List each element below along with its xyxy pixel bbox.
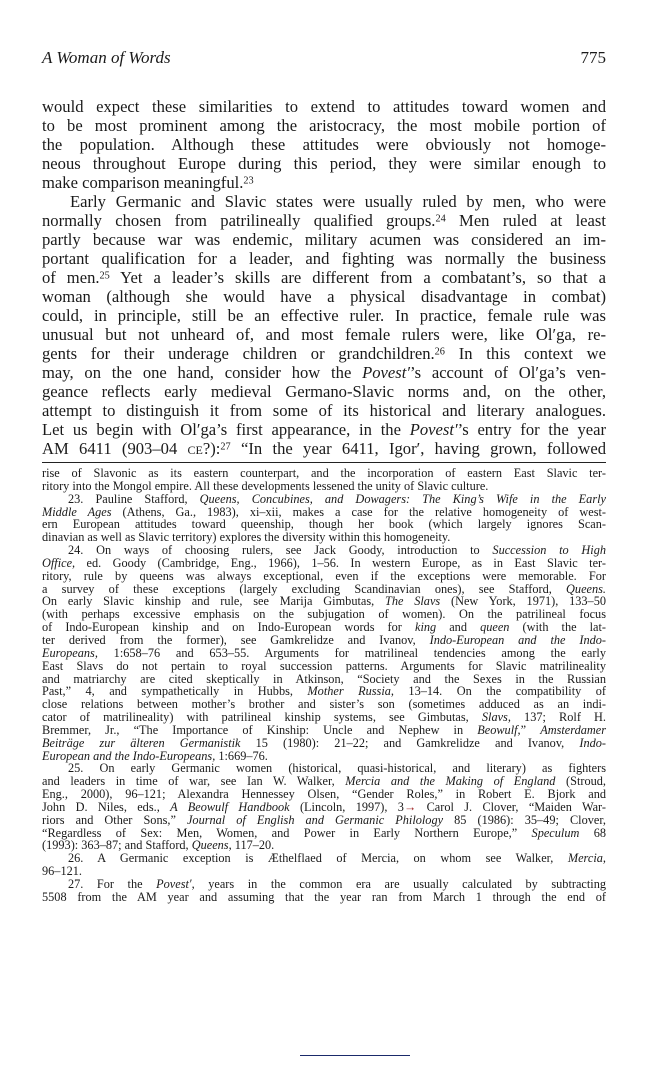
text-run: Eng., 2000), 96–121; Alexandra Hennessey Olsen, “Gender Roles,” in Robert E. Bjork and [42,787,606,802]
text-run: and [436,620,481,635]
text-run: In this context we [444,344,606,363]
text-run: unusual but not unheard of, and most female rulers were, like Ol′ga, re- [42,325,606,344]
text-run: Past,” 4, and sympathetically in Hubbs, [42,684,308,699]
text-run: (1993): 363–87; and Stafford, [42,838,192,853]
footnote-reference: 25 [99,270,110,282]
text-run: years in the common era are usually calculated by subtracting [194,877,607,891]
italic-text: Povest′ [409,420,458,439]
text-run: (New York, 1971), 133–50 [440,594,606,609]
italic-text: Queens, Concubines, and Dowagers: The King’s Wife in the Early [199,491,606,506]
text-run: to be most prominent among the aristocracy, the most mobile portion of [42,116,606,135]
running-title: A Woman of Words [42,48,171,67]
italic-text: Journal of English and Germanic Philology [186,812,444,827]
text-run: Let us begin with Ol′ga’s first appearance, in the [42,420,410,439]
text-run: dinavian as well as Slavic territory) explores the diversity within this homogeneity. [42,530,451,545]
text-run: 85 (1986): 35–49; Clover, [443,812,606,827]
small-caps-text: ce? [187,439,211,458]
arrow-icon: → [403,799,417,814]
body-line [42,439,606,458]
text-run: 13–14. On the compatibility of [393,684,606,699]
page-number: 775 [580,48,606,67]
body-line [42,192,606,211]
text-run: ritory into the Mongol empire. All these developments lessened the unity of Slavic culture. [42,478,489,493]
text-run: Bremmer, Jr., “The Importance of Kinship: Uncle and Nephew in [42,722,478,737]
italic-text: Povest′, [156,877,195,891]
footnotes [42,467,606,904]
italic-text: Indo- [579,735,606,750]
footnote-line [42,852,606,865]
text-run: 24. On ways of choosing rulers, see Jack Goody, introduction to [68,543,493,558]
text-run: (Athens, Ga., 1983), xi–xii, makes a case for the relative homogeneity of west- [111,504,606,519]
italic-text: Mother Russia, [307,684,394,699]
text-run: Early Germanic and Slavic states were usually ruled by men, who were [70,192,606,211]
italic-text: Succession to High [492,543,606,558]
text-run: ): [210,439,221,458]
text-run: a survey of these exceptions (largely excluding Scandinavian ones), see Stafford, [42,581,567,596]
body-line [42,268,606,287]
italic-text: Indo-European and the Indo- [429,632,606,647]
text-run: 5508 from the AM year and assuming that the year ran from March 1 through the end of [42,889,606,904]
text-run: 68 [579,825,607,840]
body-line [42,135,606,154]
text-run: ’s account of Ol′ga’s ven- [409,363,606,382]
body-line [42,116,606,135]
italic-text: Mercia and the Making of England [345,774,556,789]
text-run: make comparison meaningful. [42,173,244,192]
italic-text: Speculum [531,825,580,840]
text-run: riors and Other Sons,” [42,812,187,827]
body-line [42,344,606,363]
text-run: (Stroud, [555,774,606,789]
text-run: 15 (1980): 21–22; and Gamkrelidze and Ivanov, [240,735,580,750]
text-run: Carol J. Clover, “Maiden War- [416,799,606,814]
italic-text: Queens, [191,838,232,853]
footnote-reference: 24 [435,213,446,225]
italic-text: queen [480,620,510,635]
text-run: East Slavs do not pertain to royal succession patterns. Arguments for Slavic matrilineality [42,658,606,673]
text-run: rise of Slavonic as its eastern counterpart, and the incorporation of eastern East Slavic ter- [42,466,606,480]
text-run: ’s entry for the year [457,420,607,439]
italic-text: Povest′ [362,363,410,382]
text-run: portant qualification for a leader, and fighting was normally the business [42,249,606,268]
text-run: normally chosen from patrilineally qualified groups. [42,211,436,230]
text-run: woman (although she would have a physical disadvantage in combat) [42,287,606,306]
body-line [42,97,606,116]
italic-text: Queens. [566,581,606,596]
footnote-reference: 26 [434,346,445,358]
body-line [42,363,606,382]
text-run: 137; Rolf H. [510,710,606,725]
body-line [42,154,606,173]
text-run: 1:669–76. [215,748,268,763]
body-line [42,382,606,401]
text-run: would expect these similarities to extend to attitudes toward women and [42,97,606,116]
footnote-divider [42,462,606,463]
text-run: ritory, rule by queens was always exceptional, even if the exceptions were memorable. For [42,568,606,583]
text-run: of men. [42,268,100,287]
text-run: and matriarchy are cited skeptically in Atkinson, “Society and the Sexes in the Russian [42,671,606,686]
text-run: Yet a leader’s skills are different from a combatant’s, so that a [109,268,606,287]
footnote-reference: 23 [243,175,254,187]
italic-text: Amsterdamer [540,722,606,737]
text-run: ter derived from the former), see Gamkrelidze and Ivanov, [42,632,430,647]
footnote-line [42,891,606,904]
body-line [42,287,606,306]
italic-text: Middle Ages [42,504,112,519]
text-run: Men ruled at least [445,211,606,230]
body-line [42,211,606,230]
body-line [42,230,606,249]
italic-text: Beiträge zur älteren Germanistik [42,735,241,750]
text-run: On early Slavic kinship and rule, see Marija Gimbutas, [42,594,385,609]
text-run: could, in principle, still be an effective ruler. In practice, female rule was [42,306,606,325]
text-run: ” [520,722,541,737]
text-run: AM 6411 (903–04 [42,439,188,458]
italic-text: Europeans, [42,645,98,660]
text-run: cator of matrilineality) with patrilineal kinship systems, see Gimbutas, [42,710,482,725]
italic-text: Slavs, [481,710,511,725]
running-header [42,48,606,70]
text-run: partly because war was endemic, military acumen was considered an im- [42,230,606,249]
text-run: attempt to distinguish it from some of its historical and literary analogues. [42,401,606,420]
italic-text: A Beowulf Handbook [170,799,290,814]
italic-text: Beowulf, [477,722,521,737]
text-run: 1:658–76 and 653–55. Arguments for matrilineal tendencies among the early [97,645,606,660]
text-run: (Lincoln, 1997), 3 [289,799,404,814]
bottom-rule [300,1055,410,1056]
italic-text: The Slavs [385,594,441,609]
body-line [42,173,606,192]
body-line [42,420,606,439]
text-run: 25. On early Germanic women (historical, quasi-historical, and literary) as fighters [68,761,606,776]
body-line [42,249,606,268]
text-run: 26. A Germanic exception is Æthelflaed of Mercia, on whom see Walker, [68,851,568,866]
text-run: gents for their underage children or grandchildren. [42,344,435,363]
text-run: close relations between mother’s brother and sister’s son (sometimes adduced as an indi- [42,697,606,712]
body-line [42,401,606,420]
text-run: of Indo-European kinship and on Indo-European words for [42,620,415,635]
text-run: John D. Niles, eds., [42,799,171,814]
body-line [42,306,606,325]
text-run: (with the lat- [509,620,607,635]
text-run: 27. For the [68,877,157,891]
text-run: ed. Goody (Cambridge, Eng., 1966), 1–56. In western Europe, as in East Slavic ter- [75,555,606,570]
text-run: “In the year 6411, Igor′, having grown, followed [230,439,606,458]
body-text [42,97,606,458]
text-run: 117–20. [231,838,275,853]
footnote-reference: 27 [220,441,231,453]
text-run: 96–121. [42,864,82,879]
italic-text: Mercia, [567,851,606,866]
text-run: “Regardless of Sex: Men, Women, and Power in Early Northern Europe,” [42,825,532,840]
text-run: may, on the one hand, consider how the [42,363,363,382]
text-run: geance reflects early medieval Germano-Slavic norms and, on the other, [42,382,606,401]
italic-text: king [414,620,437,635]
text-run: the population. Although these attitudes were obviously not homoge- [42,135,606,154]
text-run: 23. Pauline Stafford, [68,491,200,506]
text-run: and leaders in time of war, see Ian W. Walker, [42,774,346,789]
text-run: neous throughout Europe during this period, they were similar enough to [42,154,606,173]
italic-text: Office, [42,555,76,570]
text-run: ern European attitudes toward queenship, though her book (which largely ignores Scan- [42,517,606,532]
body-line [42,325,606,344]
italic-text: European and the Indo-Europeans, [42,748,216,763]
text-run: (with perhaps excessive emphasis on the subjugation of women). On the patrilineal focus [42,607,606,622]
